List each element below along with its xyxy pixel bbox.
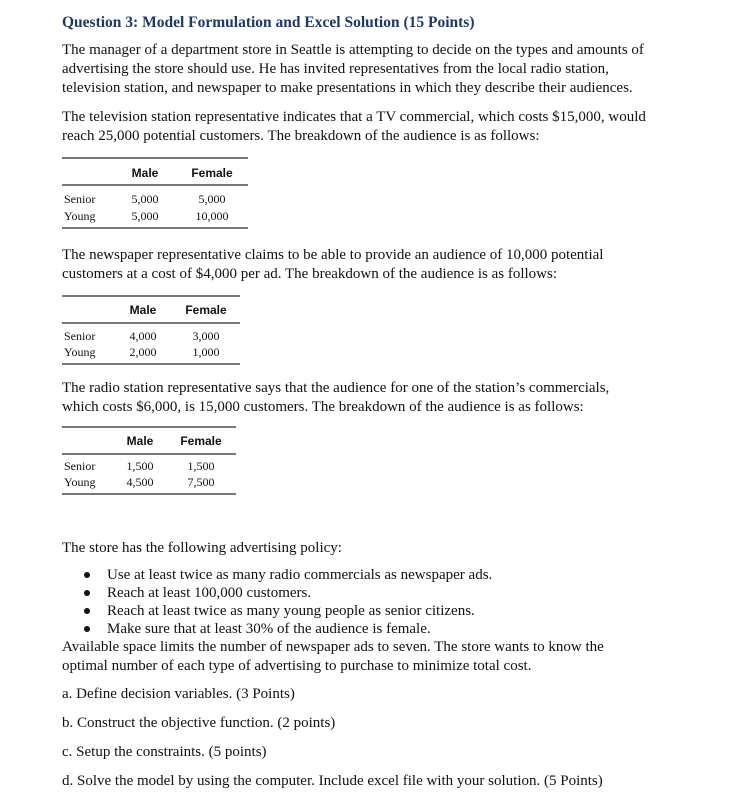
list-item-text: Reach at least twice as many young people as senior citizens. bbox=[107, 603, 475, 619]
female-young-value: 10,000 bbox=[195, 209, 229, 223]
female-header: Female bbox=[180, 434, 222, 448]
part-c: c. Setup the constraints. (5 points) bbox=[62, 744, 267, 760]
question-heading: Question 3: Model Formulation and Excel Solution (15 Points) bbox=[62, 14, 475, 31]
male-young-value: 2,000 bbox=[129, 345, 157, 359]
table-bottom-rule bbox=[62, 227, 248, 229]
intro-paragraph bbox=[62, 41, 672, 98]
bullet-icon bbox=[84, 590, 90, 596]
text-line: television station, and newspaper to make presentations in which they describe their audiences. bbox=[62, 80, 633, 96]
list-item bbox=[80, 584, 492, 602]
part-d: d. Solve the model by using the computer. Include excel file with your solution. (5 Points) bbox=[62, 773, 603, 789]
female-senior-value: 1,500 bbox=[187, 459, 215, 473]
list-item-text: Reach at least 100,000 customers. bbox=[107, 585, 312, 601]
row-label-senior: Senior bbox=[64, 192, 96, 206]
part-a: a. Define decision variables. (3 Points) bbox=[62, 686, 295, 702]
male-header: Male bbox=[126, 434, 154, 448]
list-item-text: Use at least twice as many radio commercials as newspaper ads. bbox=[107, 567, 493, 583]
female-header: Female bbox=[191, 166, 233, 180]
row-label-young: Young bbox=[64, 209, 96, 223]
male-senior-value: 5,000 bbox=[131, 192, 159, 206]
table-header-rule bbox=[62, 322, 240, 324]
bullet-icon bbox=[84, 608, 90, 614]
list-item bbox=[80, 566, 492, 584]
male-senior-value: 4,000 bbox=[129, 329, 157, 343]
list-item-text: Make sure that at least 30% of the audience is female. bbox=[107, 621, 431, 637]
table-top-rule bbox=[62, 426, 236, 428]
female-senior-value: 5,000 bbox=[198, 192, 226, 206]
text-line: Available space limits the number of newspaper ads to seven. The store wants to know the bbox=[62, 639, 604, 655]
male-young-value: 5,000 bbox=[131, 209, 159, 223]
tv-paragraph bbox=[62, 108, 672, 146]
radio-paragraph bbox=[62, 379, 672, 417]
text-line: The manager of a department store in Seattle is attempting to decide on the types and amounts of bbox=[62, 42, 644, 58]
table-bottom-rule bbox=[62, 363, 240, 365]
male-header: Male bbox=[129, 303, 157, 317]
text-line: reach 25,000 potential customers. The breakdown of the audience is as follows: bbox=[62, 128, 540, 144]
text-line: The radio station representative says that the audience for one of the station’s commercials, bbox=[62, 380, 610, 396]
male-young-value: 4,500 bbox=[126, 475, 154, 489]
table-header-rule bbox=[62, 184, 248, 186]
part-b: b. Construct the objective function. (2 points) bbox=[62, 715, 336, 731]
policy-intro: The store has the following advertising policy: bbox=[62, 540, 342, 556]
newspaper-paragraph bbox=[62, 246, 672, 284]
table-top-rule bbox=[62, 295, 240, 297]
female-young-value: 7,500 bbox=[187, 475, 215, 489]
row-label-young: Young bbox=[64, 345, 96, 359]
bullet-icon bbox=[84, 572, 90, 578]
list-item bbox=[80, 620, 492, 638]
male-header: Male bbox=[131, 166, 159, 180]
table-header-rule bbox=[62, 453, 236, 455]
male-senior-value: 1,500 bbox=[126, 459, 154, 473]
table-top-rule bbox=[62, 157, 248, 159]
row-label-young: Young bbox=[64, 475, 96, 489]
row-label-senior: Senior bbox=[64, 459, 96, 473]
space-limit-paragraph bbox=[62, 638, 672, 676]
list-item bbox=[80, 602, 492, 620]
text-line: The newspaper representative claims to be able to provide an audience of 10,000 potential bbox=[62, 247, 604, 263]
text-line: The television station representative indicates that a TV commercial, which costs $15,000, would bbox=[62, 109, 646, 125]
table-bottom-rule bbox=[62, 493, 236, 495]
row-label-senior: Senior bbox=[64, 329, 96, 343]
policy-list bbox=[80, 566, 492, 638]
female-young-value: 1,000 bbox=[192, 345, 220, 359]
female-header: Female bbox=[185, 303, 227, 317]
text-line: which costs $6,000, is 15,000 customers. The breakdown of the audience is as follows: bbox=[62, 399, 584, 415]
bullet-icon bbox=[84, 626, 90, 632]
text-line: advertising the store should use. He has invited representatives from the local radio station, bbox=[62, 61, 609, 77]
text-line: customers at a cost of $4,000 per ad. The breakdown of the audience is as follows: bbox=[62, 266, 557, 282]
text-line: optimal number of each type of advertising to purchase to minimize total cost. bbox=[62, 658, 532, 674]
female-senior-value: 3,000 bbox=[192, 329, 220, 343]
